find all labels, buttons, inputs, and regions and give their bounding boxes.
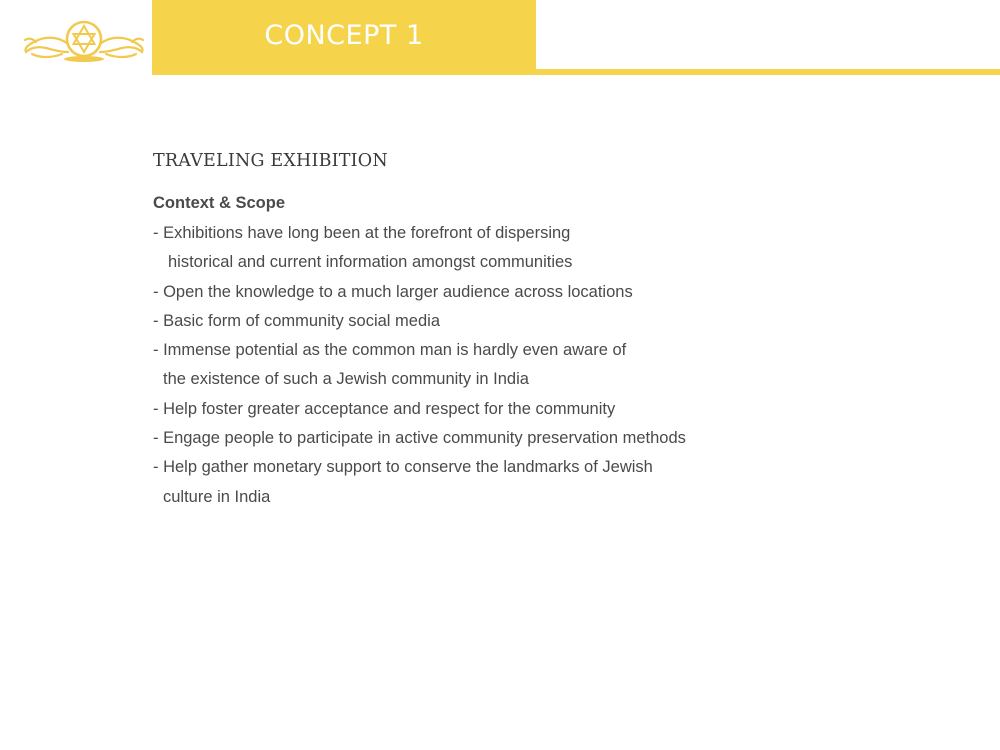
subheading: Context & Scope (153, 194, 286, 212)
title-banner (152, 0, 536, 75)
bullet-line: - Engage people to participate in active community preservation methods (153, 429, 686, 448)
list-item (153, 336, 853, 395)
bullet-line: - Immense potential as the common man is hardly even aware of (153, 341, 627, 360)
list-item (153, 424, 853, 453)
list-item (153, 453, 853, 512)
bullet-continuation: historical and current information amongst communities (168, 253, 573, 272)
star-of-david-ornament-icon (22, 14, 146, 64)
bullet-list (153, 219, 853, 512)
bullet-line: - Basic form of community social media (153, 311, 441, 330)
list-item (153, 219, 853, 278)
page-title: CONCEPT 1 (264, 20, 424, 51)
bullet-line: - Help foster greater acceptance and respect for the community (153, 399, 616, 418)
section-heading: TRAVELING EXHIBITION (153, 151, 388, 171)
bullet-line: - Help gather monetary support to conserve the landmarks of Jewish (153, 458, 653, 477)
list-item (153, 395, 853, 424)
list-item (153, 307, 853, 336)
main-content (153, 148, 853, 512)
bullet-continuation: the existence of such a Jewish community in India (163, 370, 529, 389)
header-divider-line (536, 69, 1000, 75)
bullet-line: - Exhibitions have long been at the forefront of dispersing (153, 224, 571, 242)
bullet-continuation: culture in India (163, 487, 271, 506)
list-item (153, 278, 853, 307)
bullet-line: - Open the knowledge to a much larger audience across locations (153, 282, 633, 301)
